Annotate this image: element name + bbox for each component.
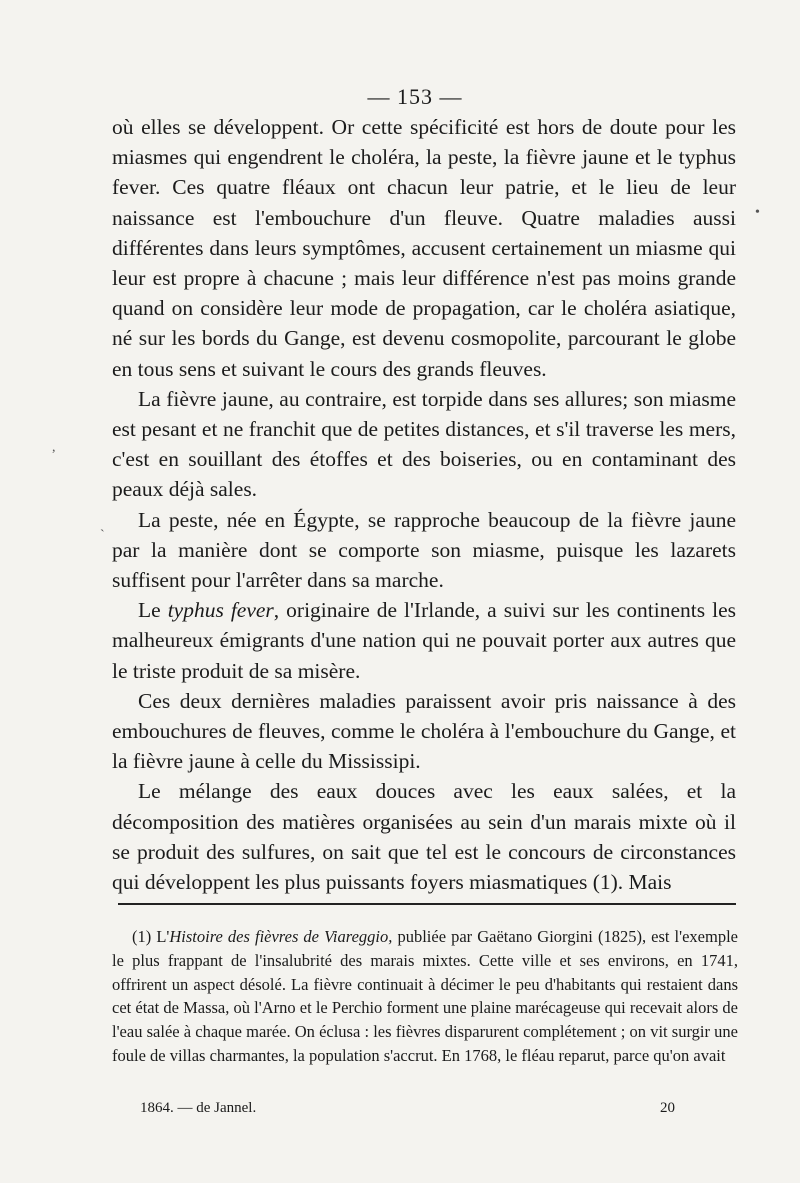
- paragraph-2: La fièvre jaune, au contraire, est torpide dans ses allures; son miasme est pesant et ne franchit que de petites distances, et s'il traverse les mers, c'est en souillant des étoffes et des boiseries, ou en contaminant des peaux déjà sales.: [112, 386, 736, 502]
- footnote: [112, 925, 738, 1068]
- left-margin-mark-1: ,: [52, 440, 56, 455]
- sheet-number: 20: [660, 1100, 675, 1116]
- footnote-rest: publiée par Gaëtano Giorgini (1825), est l'exemple le plus frappant de l'insalubrité des marais mixtes. Cette ville et ses environs, en 1741, offrirent un aspect désolé. La fièvre continuait à décimer le peu d'habitants qui restaient dans cet état de Massa, où l'Arno et le Perchio forment une plaine marécageuse qui recevait alors de l'eau salée à chaque marée. On éclusa : les fièvres disparurent complétement ; on vit surgir une foule de villas charmantes, la population s'accrut. En 1768, le fléau reparut, parce qu'on avait: [112, 927, 739, 1065]
- footnote-text: [112, 925, 738, 1068]
- paragraph-4-italic: typhus fever: [167, 598, 274, 623]
- printer-signature: 1864. — de Jannel.: [140, 1100, 257, 1116]
- footnote-italic-title: Histoire des fièvres de Viareggio,: [169, 927, 393, 946]
- paragraph-5: Ces deux dernières maladies paraissent avoir pris naissance à des embouchures de fleuves, comme le choléra à l'embouchure du Gange, et la fièvre jaune à celle du Mississipi.: [112, 688, 736, 774]
- paragraph-3: La peste, née en Égypte, se rapproche beaucoup de la fièvre jaune par la manière dont se comporte son miasme, puisque les lazarets suffisent pour l'arrêter dans sa marche.: [112, 507, 736, 593]
- main-text: [112, 112, 736, 897]
- left-margin-mark-2: `: [100, 528, 105, 543]
- paragraph-6: Le mélange des eaux douces avec les eaux salées, et la décomposition des matières organisées au sein d'un marais mixte où il se produit des sulfures, on sait que tel est le concours de circonstances qui développent les plus puissants foyers miasmatiques (1). Mais: [112, 779, 736, 895]
- footnote-divider: [118, 903, 736, 905]
- right-margin-mark: •: [755, 205, 760, 220]
- paragraph-4: [112, 595, 736, 686]
- paragraph-1: où elles se développent. Or cette spécificité est hors de doute pour les miasmes qui engendrent le choléra, la peste, la fièvre jaune et le typhus fever. Ces quatre fléaux ont chacun leur patrie, et le lieu de leur naissance est l'embouchure d'un fleuve. Quatre maladies aussi différentes dans leurs symptômes, accusent certainement un miasme qui leur est propre à chacune ; mais leur différence n'est pas moins grande quand on considère leur mode de propagation, car le choléra asiatique, né sur les bords du Gange, est devenu cosmopolite, parcourant le globe en tous sens et suivant le cours des grands fleuves.: [112, 115, 736, 381]
- page-number: — 153 —: [367, 84, 463, 109]
- paragraph-4-lead: Le: [138, 598, 168, 623]
- paragraph-4-rest: , originaire de l'Irlande, a suivi sur les continents les malheureux émigrants d'une nation qui ne pouvait porter aux autres que le triste produit de sa misère.: [112, 598, 736, 683]
- footnote-lead: (1) L': [132, 927, 170, 946]
